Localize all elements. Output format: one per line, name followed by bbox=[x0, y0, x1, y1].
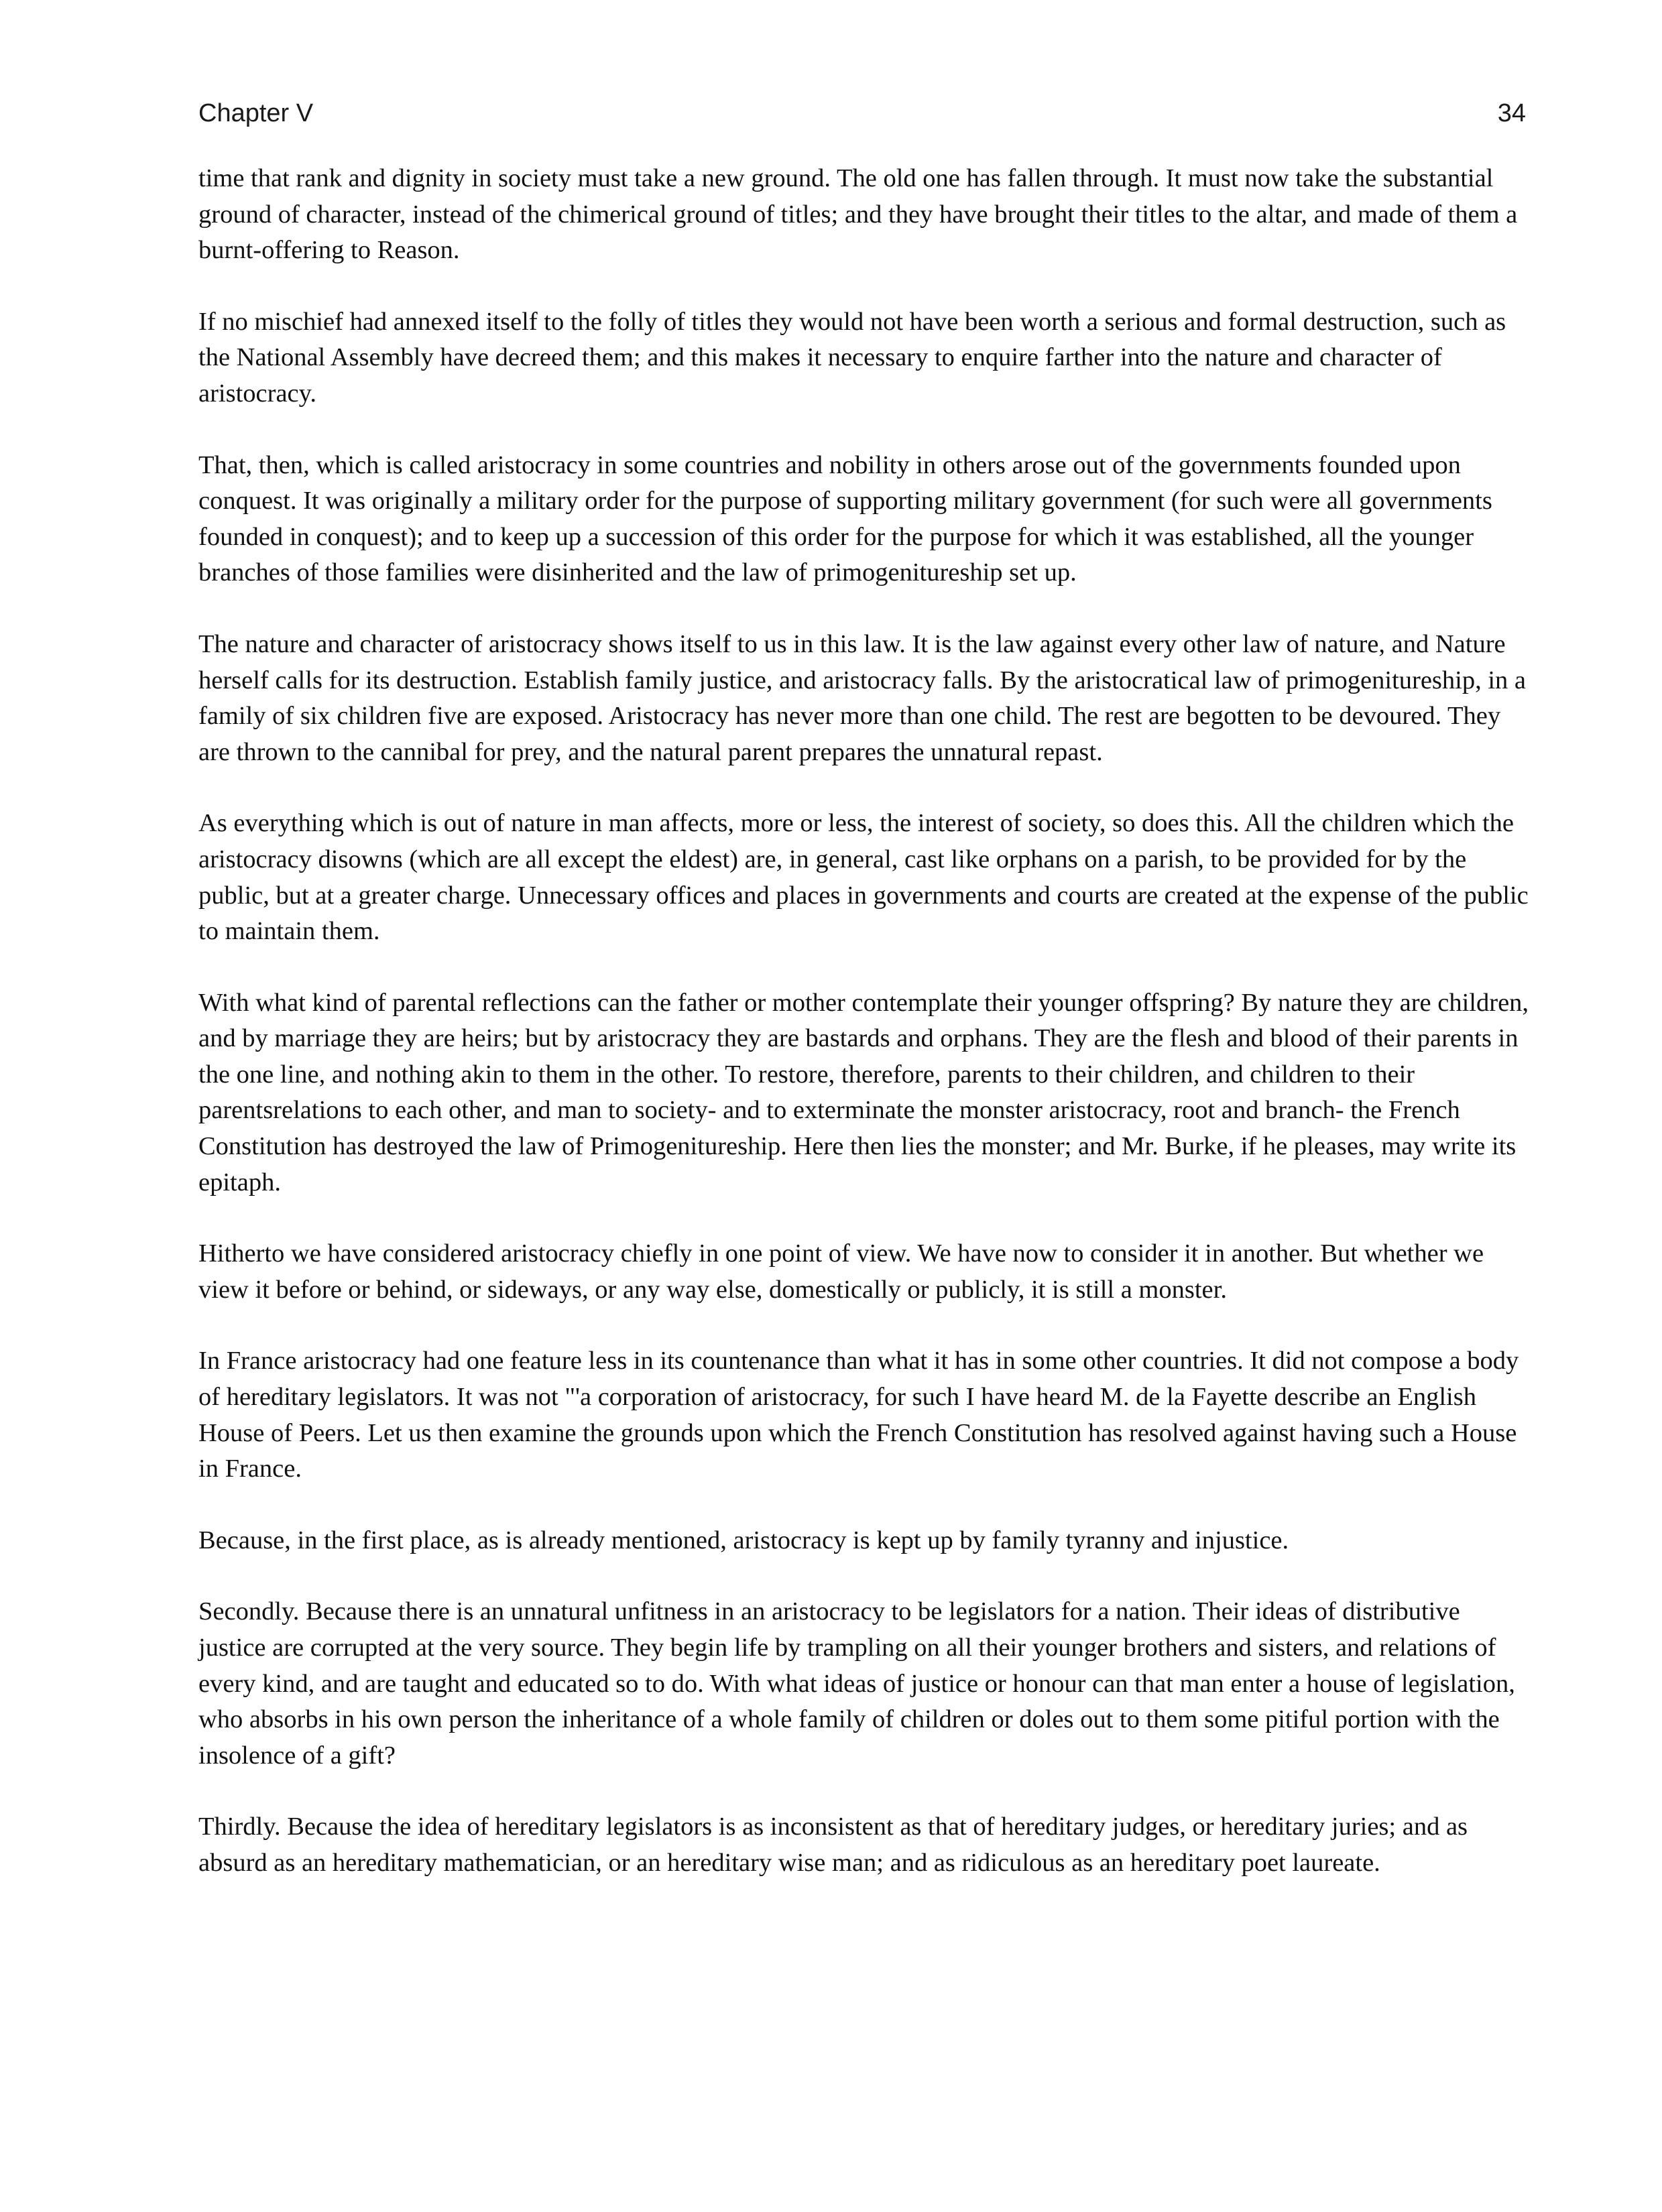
paragraph: Hitherto we have considered aristocracy chiefly in one point of view. We have now to consider it in another. But whether we view it before or behind, or sideways, or any way else, domestically or publicly, it is still a monster. bbox=[198, 1239, 1484, 1304]
paragraph: Thirdly. Because the idea of hereditary legislators is as inconsistent as that of hereditary judges, or hereditary juries; and as absurd as an hereditary mathematician, or an hereditary wise man; and as ridiculous as an hereditary poet laureate. bbox=[198, 1812, 1468, 1877]
paragraph: In France aristocracy had one feature less in its countenance than what it has in some other countries. It did not compose a body of hereditary legislators. It was not "'a corporation of aristocracy, for such I have heard M. de la Fayette describe an English House of Peers. Let us then examine the grounds upon which the French Constitution has resolved against having such a House in France. bbox=[198, 1347, 1519, 1483]
paragraph: Because, in the first place, as is already mentioned, aristocracy is kept up by family tyranny and injustice. bbox=[198, 1526, 1289, 1554]
page-number: 34 bbox=[1497, 99, 1526, 127]
paragraph: If no mischief had annexed itself to the folly of titles they would not have been worth a serious and formal destruction, such as the National Assembly have decreed them; and this makes it necessary to enquire farther into the nature and character of aristocracy. bbox=[198, 307, 1506, 408]
paragraph: As everything which is out of nature in man affects, more or less, the interest of society, so does this. All the children which the aristocracy disowns (which are all except the eldest) are, in general, cast like orphans on a parish, to be provided for by the public, but at a greater charge. Unnecessary offices and places in governments and courts are created at the expense of the public to maintain them. bbox=[198, 809, 1529, 946]
paragraph: The nature and character of aristocracy shows itself to us in this law. It is the law against every other law of nature, and Nature herself calls for its destruction. Establish family justice, and aristocracy falls. By the aristocratical law of primogenitureship, in a family of six children five are exposed. Aristocracy has never more than one child. The rest are begotten to be devoured. They are thrown to the cannibal for prey, and the natural parent prepares the unnatural repast. bbox=[198, 629, 1527, 766]
body-text bbox=[198, 161, 1533, 1917]
paragraph: time that rank and dignity in society must take a new ground. The old one has fallen through. It must now take the substantial ground of character, instead of the chimerical ground of titles; and they have brought their titles to the altar, and made of them a burnt-offering to Reason. bbox=[198, 164, 1518, 265]
paragraph: Secondly. Because there is an unnatural unfitness in an aristocracy to be legislators for a nation. Their ideas of distributive justice are corrupted at the very source. They begin life by trampling on all their younger brothers and sisters, and relations of every kind, and are taught and educated so to do. With what ideas of justice or honour can that man enter a house of legislation, who absorbs in his own person the inheritance of a whole family of children or doles out to them some pitiful portion with the insolence of a gift? bbox=[198, 1597, 1515, 1770]
running-header bbox=[198, 99, 1526, 139]
paragraph: That, then, which is called aristocracy in some countries and nobility in others arose out of the governments founded upon conquest. It was originally a military order for the purpose of supporting military government (for such were all governments founded in conquest); and to keep up a succession of this order for the purpose for which it was established, all the younger branches of those families were disinherited and the law of primogenitureship set up. bbox=[198, 450, 1492, 587]
chapter-title: Chapter V bbox=[198, 99, 314, 127]
paragraph: With what kind of parental reflections can the father or mother contemplate their younger offspring? By nature they are children, and by marriage they are heirs; but by aristocracy they are bastards and orphans. They are the flesh and blood of their parents in the one line, and nothing akin to them in the other. To restore, therefore, parents to their children, and children to their parentsrelations to each other, and man to society- and to exterminate the monster aristocracy, root and branch- the French Constitution has destroyed the law of Primogenitureship. Here then lies the monster; and Mr. Burke, if he pleases, may write its epitaph. bbox=[198, 988, 1529, 1196]
